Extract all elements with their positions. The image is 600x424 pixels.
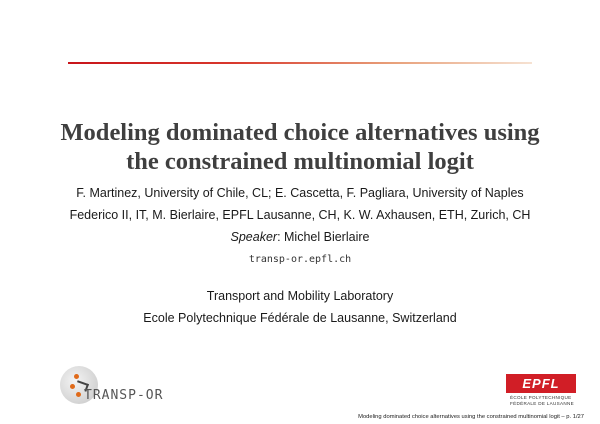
header-rule xyxy=(68,62,532,64)
school-name: Ecole Polytechnique Fédérale de Lausanne, Switzerland xyxy=(143,311,457,325)
epfl-logo xyxy=(506,374,578,410)
lab-url[interactable]: transp-or.epfl.ch xyxy=(248,254,352,265)
transp-or-logo-text: TRANSP-OR xyxy=(84,388,164,403)
logo-dot-icon xyxy=(74,374,79,379)
speaker-label: Speaker xyxy=(230,230,278,244)
title-line-2: the constrained multinomial logit xyxy=(126,148,474,175)
epfl-mark: EPFL xyxy=(506,374,576,393)
slide-footer: Modeling dominated choice alternatives using the constrained multinomial logit – p. 1/27 xyxy=(358,414,584,420)
lab-name: Transport and Mobility Laboratory xyxy=(206,289,394,303)
authors-line-2: Federico II, IT, M. Bierlaire, EPFL Lausanne, CH, K. W. Axhausen, ETH, Zurich, CH xyxy=(69,208,531,222)
epfl-subtext: ÉCOLE POLYTECHNIQUE FÉDÉRALE DE LAUSANNE xyxy=(510,395,574,406)
title-line-1: Modeling dominated choice alternatives using xyxy=(60,119,540,146)
authors-line-1: F. Martinez, University of Chile, CL; E. Cascetta, F. Pagliara, University of Naples xyxy=(76,186,524,200)
speaker-line xyxy=(0,230,600,244)
transp-or-logo xyxy=(52,364,172,408)
speaker-name: : Michel Bierlaire xyxy=(277,230,370,244)
logo-dot-icon xyxy=(76,392,81,397)
slide-title xyxy=(0,118,600,176)
